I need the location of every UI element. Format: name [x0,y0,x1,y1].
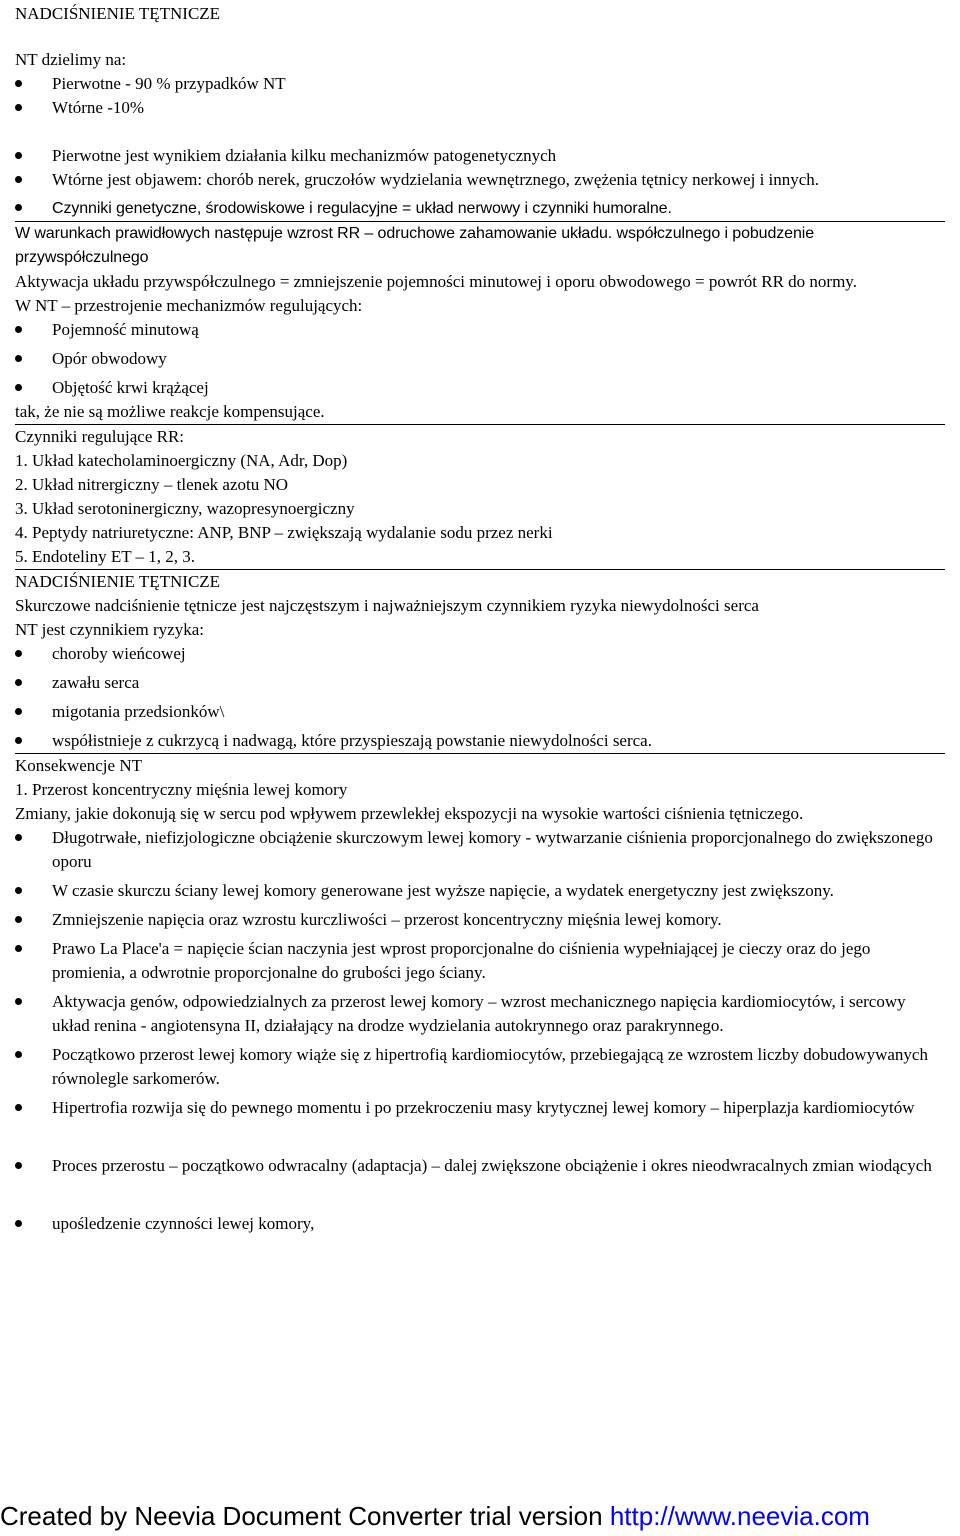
list-item: współistnieje z cukrzycą i nadwagą, które przyspieszają powstanie niewydolności serca. [15,729,945,753]
process-list [15,1154,945,1178]
list-item: upośledzenie czynności lewej komory, [15,1212,945,1236]
factor-item: 5. Endoteliny ET – 1, 2, 3. [15,547,196,566]
bullet-icon [15,326,22,333]
list-item: zawału serca [15,671,945,695]
bullet-icon [15,1051,22,1058]
bullet-icon [15,384,22,391]
list-item: Pojemność minutową [15,318,945,342]
intro-list [15,72,945,120]
bullet-icon [15,1162,22,1169]
bullet-icon [15,650,22,657]
regulation-list [15,318,945,400]
list-item: Opór obwodowy [15,347,945,371]
list-item: Proces przerostu – początkowo odwracalny (adaptacja) – dalej zwiększone obciążenie i okres nieodwracalnych zmian wiodących [15,1154,945,1178]
consequences-subheading: 1. Przerost koncentryczny mięśnia lewej komory [15,780,348,799]
bullet-icon [15,1220,22,1227]
consequences-intro: Zmiany, jakie dokonują się w sercu pod wpływem przewlekłej ekspozycji na wysokie wartości ciśnienia tętniczego. [15,804,804,823]
bullet-icon [15,887,22,894]
bullet-icon [15,104,22,111]
bullet-icon [15,204,22,211]
bullet-icon [15,176,22,183]
list-item: Czynniki genetyczne, środowiskowe i regulacyjne = układ nerwowy i czynniki humoralne. [15,196,945,221]
footer-text: Created by Neevia Document Converter trial version [0,1501,610,1531]
factor-item: 2. Układ nitrergiczny – tlenek azotu NO [15,475,289,494]
bullet-icon [15,737,22,744]
bullet-icon [15,998,22,1005]
bullet-icon [15,834,22,841]
document-page [15,2,945,1236]
factor-item: 1. Układ katecholaminoergiczny (NA, Adr, Dop) [15,451,348,470]
list-item: W czasie skurczu ściany lewej komory generowane jest wyższe napięcie, a wydatek energetyczny jest zwiększony. [15,879,945,903]
list-item: Objętość krwi krążącej [15,376,945,400]
spacer [15,1120,945,1154]
regulation-footer: tak, że nie są możliwe reakcje kompensujące. [15,402,325,421]
bullet-icon [15,80,22,87]
spacer [15,120,945,144]
converter-footer [0,1500,960,1532]
bullet-icon [15,916,22,923]
risk-heading: NT jest czynnikiem ryzyka: [15,620,204,639]
bullet-icon [15,355,22,362]
list-item: Pierwotne - 90 % przypadków NT [15,72,945,96]
list-item: Pierwotne jest wynikiem działania kilku mechanizmów patogenetycznych [15,144,945,168]
list-item: Długotrwałe, niefizjologiczne obciążenie skurczowym lewej komory - wytwarzanie ciśnienia proporcjonalnego do zwiększonego oporu [15,826,945,874]
risk-text: Skurczowe nadciśnienie tętnicze jest najczęstszym i najważniejszym czynnikiem ryzyka niewydolności serca [15,596,759,615]
factors-heading: Czynniki regulujące RR: [15,427,185,446]
list-item: Prawo La Place'a = napięcie ścian naczynia jest wprost proporcjonalne do ciśnienia wypełniającej je cieczy oraz do jego promienia, a odwrotnie proporcjonalne do grubości jego ściany. [15,937,945,985]
bullet-icon [15,945,22,952]
list-item: Hipertrofia rozwija się do pewnego momentu i po przekroczeniu masy krytycznej lewej komory – hiperplazja kardiomiocytów [15,1096,945,1120]
list-item: Początkowo przerost lewej komory wiąże się z hipertrofią kardiomiocytów, przebiegającą ze wzrostem liczby dobudowywanych równolegle sarkomerów. [15,1043,945,1091]
regulation-heading: W NT – przestrojenie mechanizmów regulujących: [15,296,363,315]
list-item: Wtórne jest objawem: chorób nerek, gruczołów wydzielania wewnętrznego, zwężenia tętnicy nerkowej i innych. [15,168,945,192]
final-list [15,1212,945,1236]
intro-heading: NT dzielimy na: [15,50,127,69]
factor-item: 4. Peptydy natriuretyczne: ANP, BNP – zwiększają wydalanie sodu przez nerki [15,523,553,542]
bullet-icon [15,679,22,686]
bullet-icon [15,152,22,159]
consequences-list [15,826,945,1120]
bullet-icon [15,708,22,715]
regulation-text: W warunkach prawidłowych następuje wzrost RR – odruchowe zahamowanie układu. współczulnego i pobudzenie przywspółczulnego [15,225,815,266]
page-title: NADCIŚNIENIE TĘTNICZE [15,4,221,23]
list-item: Wtórne -10% [15,96,945,120]
footer-link[interactable]: http://www.neevia.com [609,1501,870,1531]
list-item: migotania przedsionków\ [15,700,945,724]
list-item: Zmniejszenie napięcia oraz wzrostu kurczliwości – przerost koncentryczny mięśnia lewej komory. [15,908,945,932]
spacer [15,1178,945,1212]
list-item: choroby wieńcowej [15,642,945,666]
consequences-heading: Konsekwencje NT [15,756,142,775]
risk-list [15,642,945,753]
factor-item: 3. Układ serotoninergiczny, wazopresynoergiczny [15,499,355,518]
section-title: NADCIŚNIENIE TĘTNICZE [15,572,221,591]
list-item: Aktywacja genów, odpowiedzialnych za przerost lewej komory – wzrost mechanicznego napięcia kardiomiocytów, i sercowy układ renina - angiotensyna II, działający na drodze wydzielania autokrynnego oraz parakrynnego. [15,990,945,1038]
bullet-icon [15,1104,22,1111]
regulation-text: Aktywacja układu przywspółczulnego = zmniejszenie pojemności minutowej i oporu obwodowego = powrót RR do normy. [15,272,857,291]
causes-list [15,144,945,221]
